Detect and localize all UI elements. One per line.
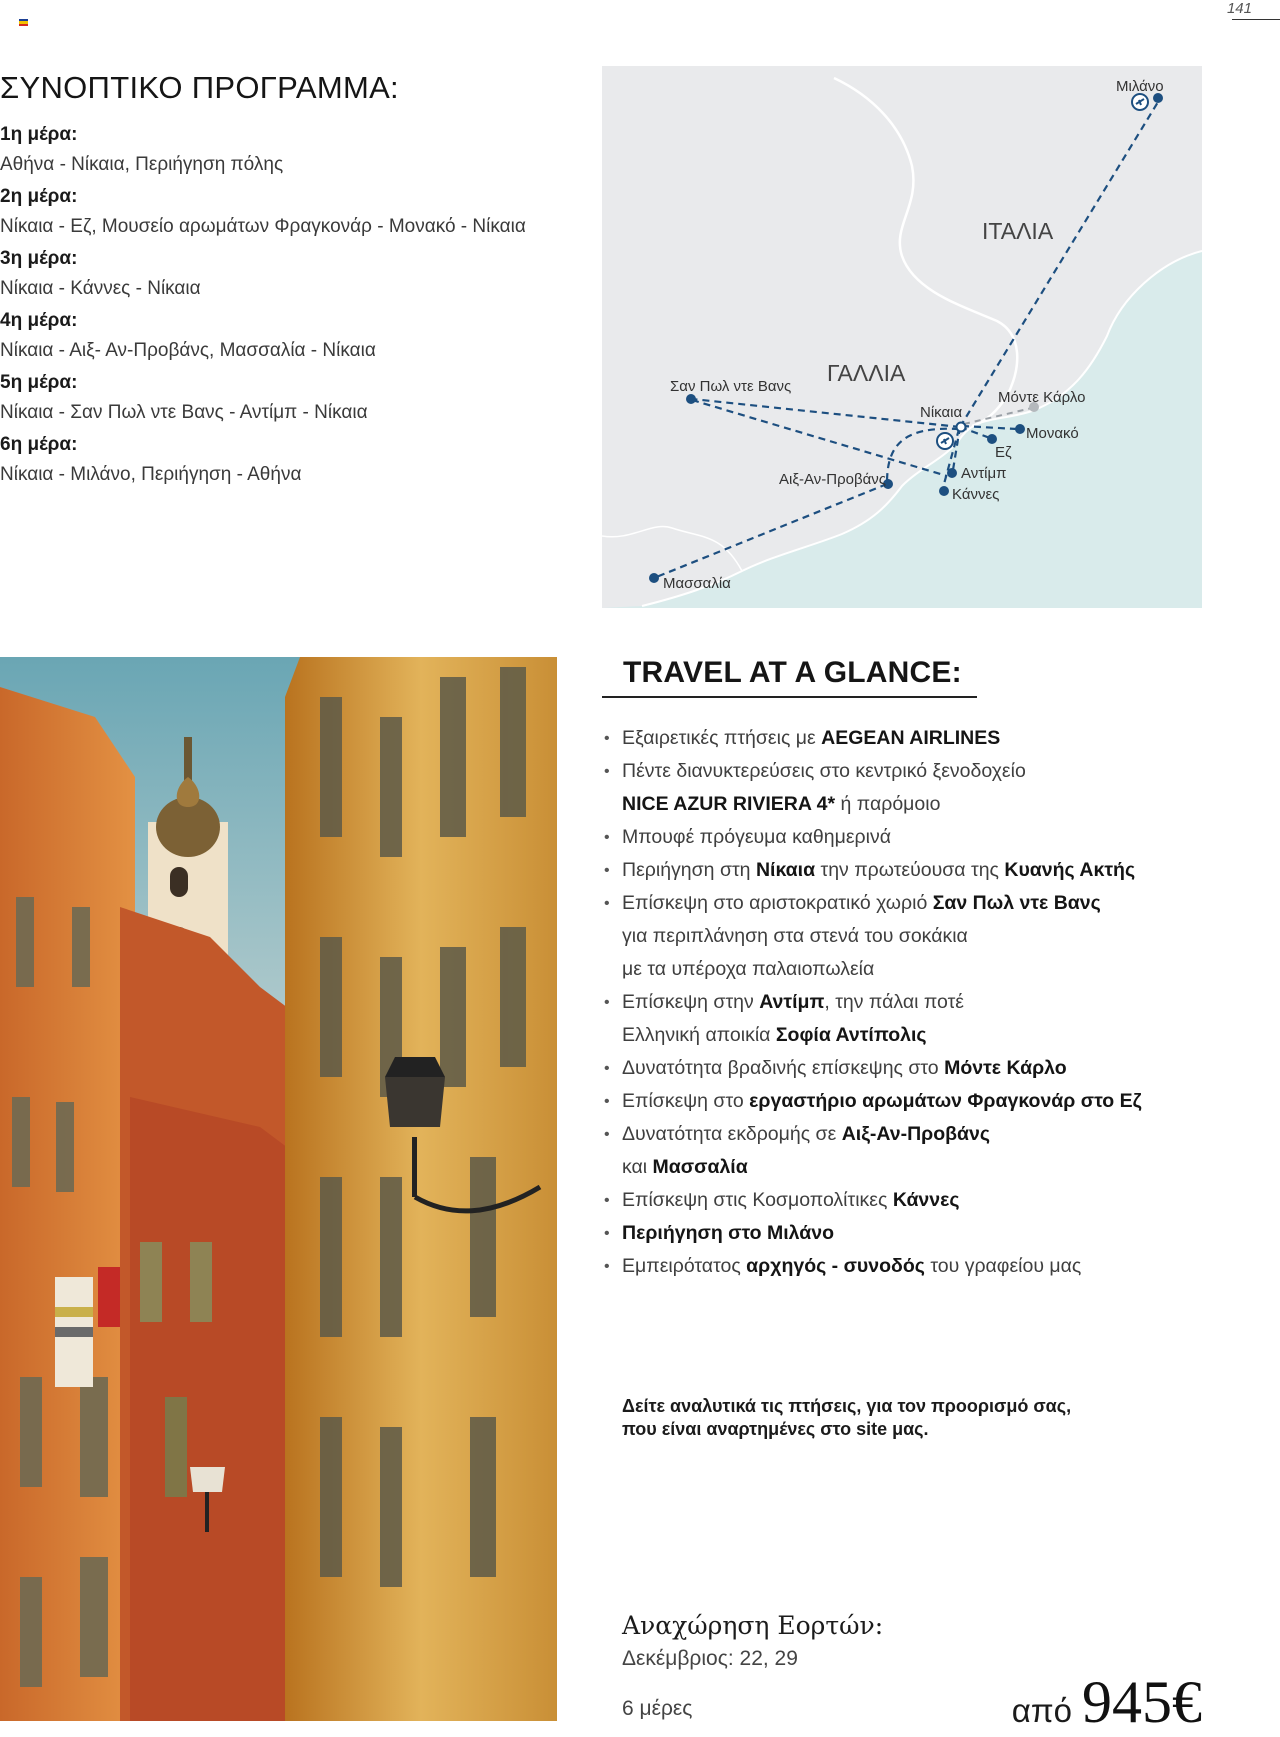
day-6 [0, 430, 590, 492]
day-label: 4η μέρα: [0, 310, 78, 331]
glance-item-line [622, 1184, 1242, 1217]
glance-item-line [622, 788, 1242, 821]
glance-item-highlight: Νίκαια [755, 859, 816, 881]
day-2 [0, 182, 590, 244]
glance-item-text: Ελληνική αποικία [622, 1024, 776, 1046]
glance-item-highlight: αρχηγός - συνοδός [746, 1255, 925, 1277]
city-label-cannes: Κάννες [952, 486, 1000, 503]
street-photo-illustration [0, 657, 557, 1721]
glance-item-highlight: Κάννες [892, 1189, 960, 1211]
day-route: Νίκαια - Κάννες - Νίκαια [0, 278, 201, 299]
glance-item [602, 1052, 1242, 1085]
glance-item-text: Περιήγηση στη [622, 859, 756, 881]
glance-item-highlight: Περιήγηση στο Μιλάνο [622, 1222, 834, 1244]
city-label-antibes: Αντίμπ [961, 465, 1007, 482]
marker-antibes [947, 468, 957, 478]
glance-item-text: Δυνατότητα εκδρομής σε [622, 1123, 842, 1145]
glance-item-text: με τα υπέροχα παλαιοπωλεία [622, 958, 875, 980]
glance-item-line [622, 755, 1242, 788]
glance-item-highlight: Σαν Πωλ ντε Βανς [932, 892, 1101, 914]
glance-item-text: Επίσκεψη στις Κοσμοπολίτικες [622, 1189, 893, 1211]
glance-item [602, 1118, 1242, 1184]
glance-item [602, 854, 1242, 887]
day-label: 6η μέρα: [0, 434, 78, 455]
glance-item-highlight: NICE AZUR RIVIERA 4* [622, 793, 836, 815]
glance-item [602, 1184, 1242, 1217]
day-label: 1η μέρα: [0, 124, 78, 145]
glance-item-text: Επίσκεψη στην [622, 991, 760, 1013]
glance-item-highlight: Μασσαλία [652, 1156, 748, 1178]
trip-duration: 6 μέρες [622, 1697, 693, 1720]
marker-nice [957, 423, 966, 432]
glance-item-text: του γραφείου μας [924, 1255, 1082, 1277]
glance-item [602, 821, 1242, 854]
day-3 [0, 244, 590, 306]
glance-title-underline [602, 696, 977, 698]
glance-item-highlight: Αντίμπ [759, 991, 825, 1013]
city-label-eze: Εζ [995, 444, 1012, 461]
airport-icon [937, 433, 953, 449]
greek-flag-icon [19, 19, 28, 26]
city-label-saint-paul: Σαν Πωλ ντε Βανς [670, 378, 792, 395]
glance-item [602, 986, 1242, 1052]
day-label: 5η μέρα: [0, 372, 78, 393]
day-route: Νίκαια - Μιλάνο, Περιήγηση - Αθήνα [0, 464, 302, 485]
glance-item-text: Εξαιρετικές πτήσεις με [622, 727, 822, 749]
glance-item-line [622, 1019, 1242, 1052]
price [1012, 1668, 1202, 1737]
city-label-monte-carlo: Μόντε Κάρλο [998, 389, 1086, 406]
glance-item-text: Επίσκεψη στο αριστοκρατικό χωριό [622, 892, 933, 914]
airport-icon [1132, 94, 1148, 110]
departure-dates: Δεκέμβριος: 22, 29 [622, 1647, 798, 1670]
route-map-svg [602, 66, 1202, 608]
flag-stripe-red [19, 24, 28, 26]
marker-eze [987, 434, 997, 444]
day-route: Αθήνα - Νίκαια, Περιήγηση πόλης [0, 154, 284, 175]
glance-item-line [622, 1151, 1242, 1184]
city-label-marseille: Μασσαλία [663, 575, 731, 592]
marker-monaco [1015, 424, 1025, 434]
marker-marseille [649, 573, 659, 583]
day-route: Νίκαια - Αιξ- Αν-Προβάνς, Μασσαλία - Νίκαια [0, 340, 376, 361]
glance-item-line [622, 1118, 1242, 1151]
glance-item-line [622, 821, 1242, 854]
glance-item-text: την πρωτεύουσα της [815, 859, 1005, 881]
glance-item-highlight: Αιξ-Αν-Προβάνς [841, 1123, 991, 1145]
glance-item-text: , την πάλαι ποτέ [824, 991, 964, 1013]
street-photo [0, 657, 557, 1721]
glance-item-line [622, 722, 1242, 755]
glance-item-line [622, 1250, 1242, 1283]
glance-item-line [622, 986, 1242, 1019]
glance-item [602, 1085, 1242, 1118]
day-route: Νίκαια - Εζ, Μουσείο αρωμάτων Φραγκονάρ - Μονακό - Νίκαια [0, 216, 526, 237]
marker-cannes [939, 486, 949, 496]
glance-item [602, 1217, 1242, 1250]
glance-item-line [622, 1085, 1242, 1118]
flights-note-line: Δείτε αναλυτικά τις πτήσεις, για τον προορισμό σας, [622, 1396, 1072, 1416]
country-label-italy: ΙΤΑΛΙΑ [982, 218, 1054, 244]
glance-item-text: Εμπειρότατος [622, 1255, 747, 1277]
page-number: 141 [1226, 0, 1252, 17]
glance-item-text: Μπουφέ πρόγευμα καθημερινά [622, 826, 891, 848]
travel-at-a-glance [602, 656, 1242, 1283]
glance-item-highlight: Σοφία Αντίπολις [775, 1024, 927, 1046]
glance-item-highlight: AEGEAN AIRLINES [821, 727, 1001, 749]
glance-item [602, 887, 1242, 986]
glance-item [602, 755, 1242, 821]
city-label-nice: Νίκαια [920, 404, 963, 421]
day-4 [0, 306, 590, 368]
glance-item-text: για περιπλάνηση στα στενά του σοκάκια [622, 925, 968, 947]
flights-note [622, 1395, 1142, 1441]
summary-program [0, 70, 590, 492]
glance-title: TRAVEL AT A GLANCE: [623, 656, 962, 689]
price-value: 945€ [1082, 1669, 1202, 1735]
route-map [602, 66, 1202, 608]
glance-item-line [622, 887, 1242, 920]
day-5 [0, 368, 590, 430]
city-label-aix: Αιξ-Αν-Προβάνς [779, 471, 887, 488]
glance-item-text: Δυνατότητα βραδινής επίσκεψης στο [622, 1057, 945, 1079]
program-title: ΣΥΝΟΠΤΙΚΟ ΠΡΟΓΡΑΜΜΑ: [0, 70, 399, 105]
day-label: 2η μέρα: [0, 186, 78, 207]
flights-note-line: που είναι αναρτημένες στο site μας. [622, 1419, 929, 1439]
city-label-monaco: Μονακό [1026, 425, 1079, 442]
city-label-milano: Μιλάνο [1116, 78, 1164, 95]
glance-item-text: και [622, 1156, 653, 1178]
glance-item-highlight: Μόντε Κάρλο [944, 1057, 1067, 1079]
day-label: 3η μέρα: [0, 248, 78, 269]
day-1 [0, 120, 590, 182]
marker-saint-paul [686, 394, 696, 404]
country-label-france: ΓΑΛΛΙΑ [827, 360, 906, 386]
glance-item-highlight: Κυανής Ακτής [1004, 859, 1136, 881]
day-route: Νίκαια - Σαν Πωλ ντε Βανς - Αντίμπ - Νίκαια [0, 402, 368, 423]
glance-item [602, 722, 1242, 755]
glance-item-line [622, 1217, 1242, 1250]
glance-item-text: Επίσκεψη στο [622, 1090, 750, 1112]
glance-item-text: Πέντε διανυκτερεύσεις στο κεντρικό ξενοδοχείο [622, 760, 1026, 782]
glance-item-highlight: εργαστήριο αρωμάτων Φραγκονάρ στο Εζ [749, 1090, 1142, 1112]
glance-item [602, 1250, 1242, 1283]
glance-item-line [622, 1052, 1242, 1085]
glance-item-line [622, 854, 1242, 887]
glance-item-line [622, 920, 1242, 953]
page-number-rule [1232, 19, 1280, 20]
price-prefix: από [1011, 1692, 1072, 1729]
departure-title: Αναχώρηση Εορτών: [622, 1611, 884, 1640]
glance-item-line [622, 953, 1242, 986]
glance-item-text: ή παρόμοιο [835, 793, 941, 815]
glance-list [602, 722, 1242, 1283]
